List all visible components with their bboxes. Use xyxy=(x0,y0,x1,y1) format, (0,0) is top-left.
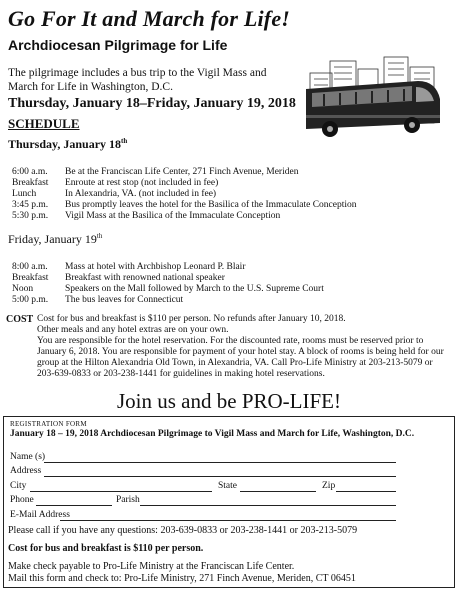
schedule-row: 5:00 p.m. The bus leaves for Connecticut xyxy=(12,295,184,305)
cost-line: January 6, 2018. You are responsible for payment of your hotel stay. A block of rooms is being held for our xyxy=(37,347,444,357)
cost-line: Other meals and any hotel extras are on your own. xyxy=(37,325,229,335)
address-label: Address xyxy=(10,466,42,476)
phone-field[interactable] xyxy=(36,505,112,506)
schedule-row: 8:00 a.m. Mass at hotel with Archbishop Leonard P. Blair xyxy=(12,262,246,272)
schedule-row: Noon Speakers on the Mall followed by March to the U.S. Supreme Court xyxy=(12,284,324,294)
email-label: E-Mail Address xyxy=(10,510,70,520)
city-label: City xyxy=(10,481,27,491)
schedule-row: 6:00 a.m. Be at the Franciscan Life Center, 271 Finch Avenue, Meriden xyxy=(12,167,299,177)
zip-field[interactable] xyxy=(336,491,396,492)
mail-instructions xyxy=(8,561,356,585)
cost-line: 203-639-0833 or 203-238-1441 for guidelines in making hotel reservations. xyxy=(37,369,325,379)
date-range: Thursday, January 18–Friday, January 19, 2018 xyxy=(8,96,296,111)
form-title: January 18 – 19, 2018 Archdiocesan Pilgrimage to Vigil Mass and March for Life, Washington, D.C. xyxy=(10,429,415,439)
cost-details xyxy=(37,314,452,380)
state-label: State xyxy=(218,481,237,491)
flyer-subtitle: Archdiocesan Pilgrimage for Life xyxy=(8,37,228,53)
contact-text: Please call if you have any questions: 203-639-0833 or 203-238-1441 or 203-213-5079 xyxy=(8,525,358,536)
city-field[interactable] xyxy=(30,491,212,492)
name-label: Name (s) xyxy=(10,452,46,462)
schedule-row: Lunch In Alexandria, VA. (not included in fee) xyxy=(12,189,217,199)
cost-line: group at the Hilton Alexandria Old Town, in Alexandria, VA. Call Pro-Life Ministry at 203-213-5079 or xyxy=(37,358,433,368)
parish-field[interactable] xyxy=(140,505,396,506)
address-field[interactable] xyxy=(44,476,396,477)
parish-label: Parish xyxy=(116,495,140,505)
bus-illustration xyxy=(300,55,450,145)
email-field[interactable] xyxy=(60,520,396,521)
schedule-row: 3:45 p.m. Bus promptly leaves the hotel for the Basilica of the Immaculate Conception xyxy=(12,200,357,210)
mail-line: Mail this form and check to: Pro-Life Ministry, 271 Finch Avenue, Meriden, CT 06451 xyxy=(8,573,356,584)
phone-label: Phone xyxy=(10,495,34,505)
day-heading-friday: Friday, January 19th xyxy=(8,232,103,246)
form-cost-text: Cost for bus and breakfast is $110 per person. xyxy=(8,543,204,554)
join-heading: Join us and be PRO-LIFE! xyxy=(117,389,341,413)
mail-line: Make check payable to Pro-Life Ministry at the Franciscan Life Center. xyxy=(8,561,295,572)
day-heading-thursday: Thursday, January 18th xyxy=(8,137,128,151)
zip-label: Zip xyxy=(322,481,336,491)
name-field[interactable] xyxy=(44,462,396,463)
form-label: REGISTRATION FORM xyxy=(10,420,87,428)
schedule-row: Breakfast Breakfast with renowned national speaker xyxy=(12,273,225,283)
schedule-row: Breakfast Enroute at rest stop (not included in fee) xyxy=(12,178,219,188)
cost-label: COST xyxy=(6,314,34,325)
flyer-title: Go For It and March for Life! xyxy=(8,6,291,31)
cost-line: You are responsible for the hotel reservation. For the discounted rate, rooms must be reserved prior to xyxy=(37,336,424,346)
state-field[interactable] xyxy=(240,491,316,492)
intro-text: The pilgrimage includes a bus trip to the Vigil Mass and March for Life in Washington, D.C. xyxy=(8,67,267,93)
schedule-row: 5:30 p.m. Vigil Mass at the Basilica of the Immaculate Conception xyxy=(12,211,281,221)
cost-line: Cost for bus and breakfast is $110 per person. No refunds after January 10, 2018. xyxy=(37,314,346,324)
schedule-heading: SCHEDULE xyxy=(8,116,80,131)
